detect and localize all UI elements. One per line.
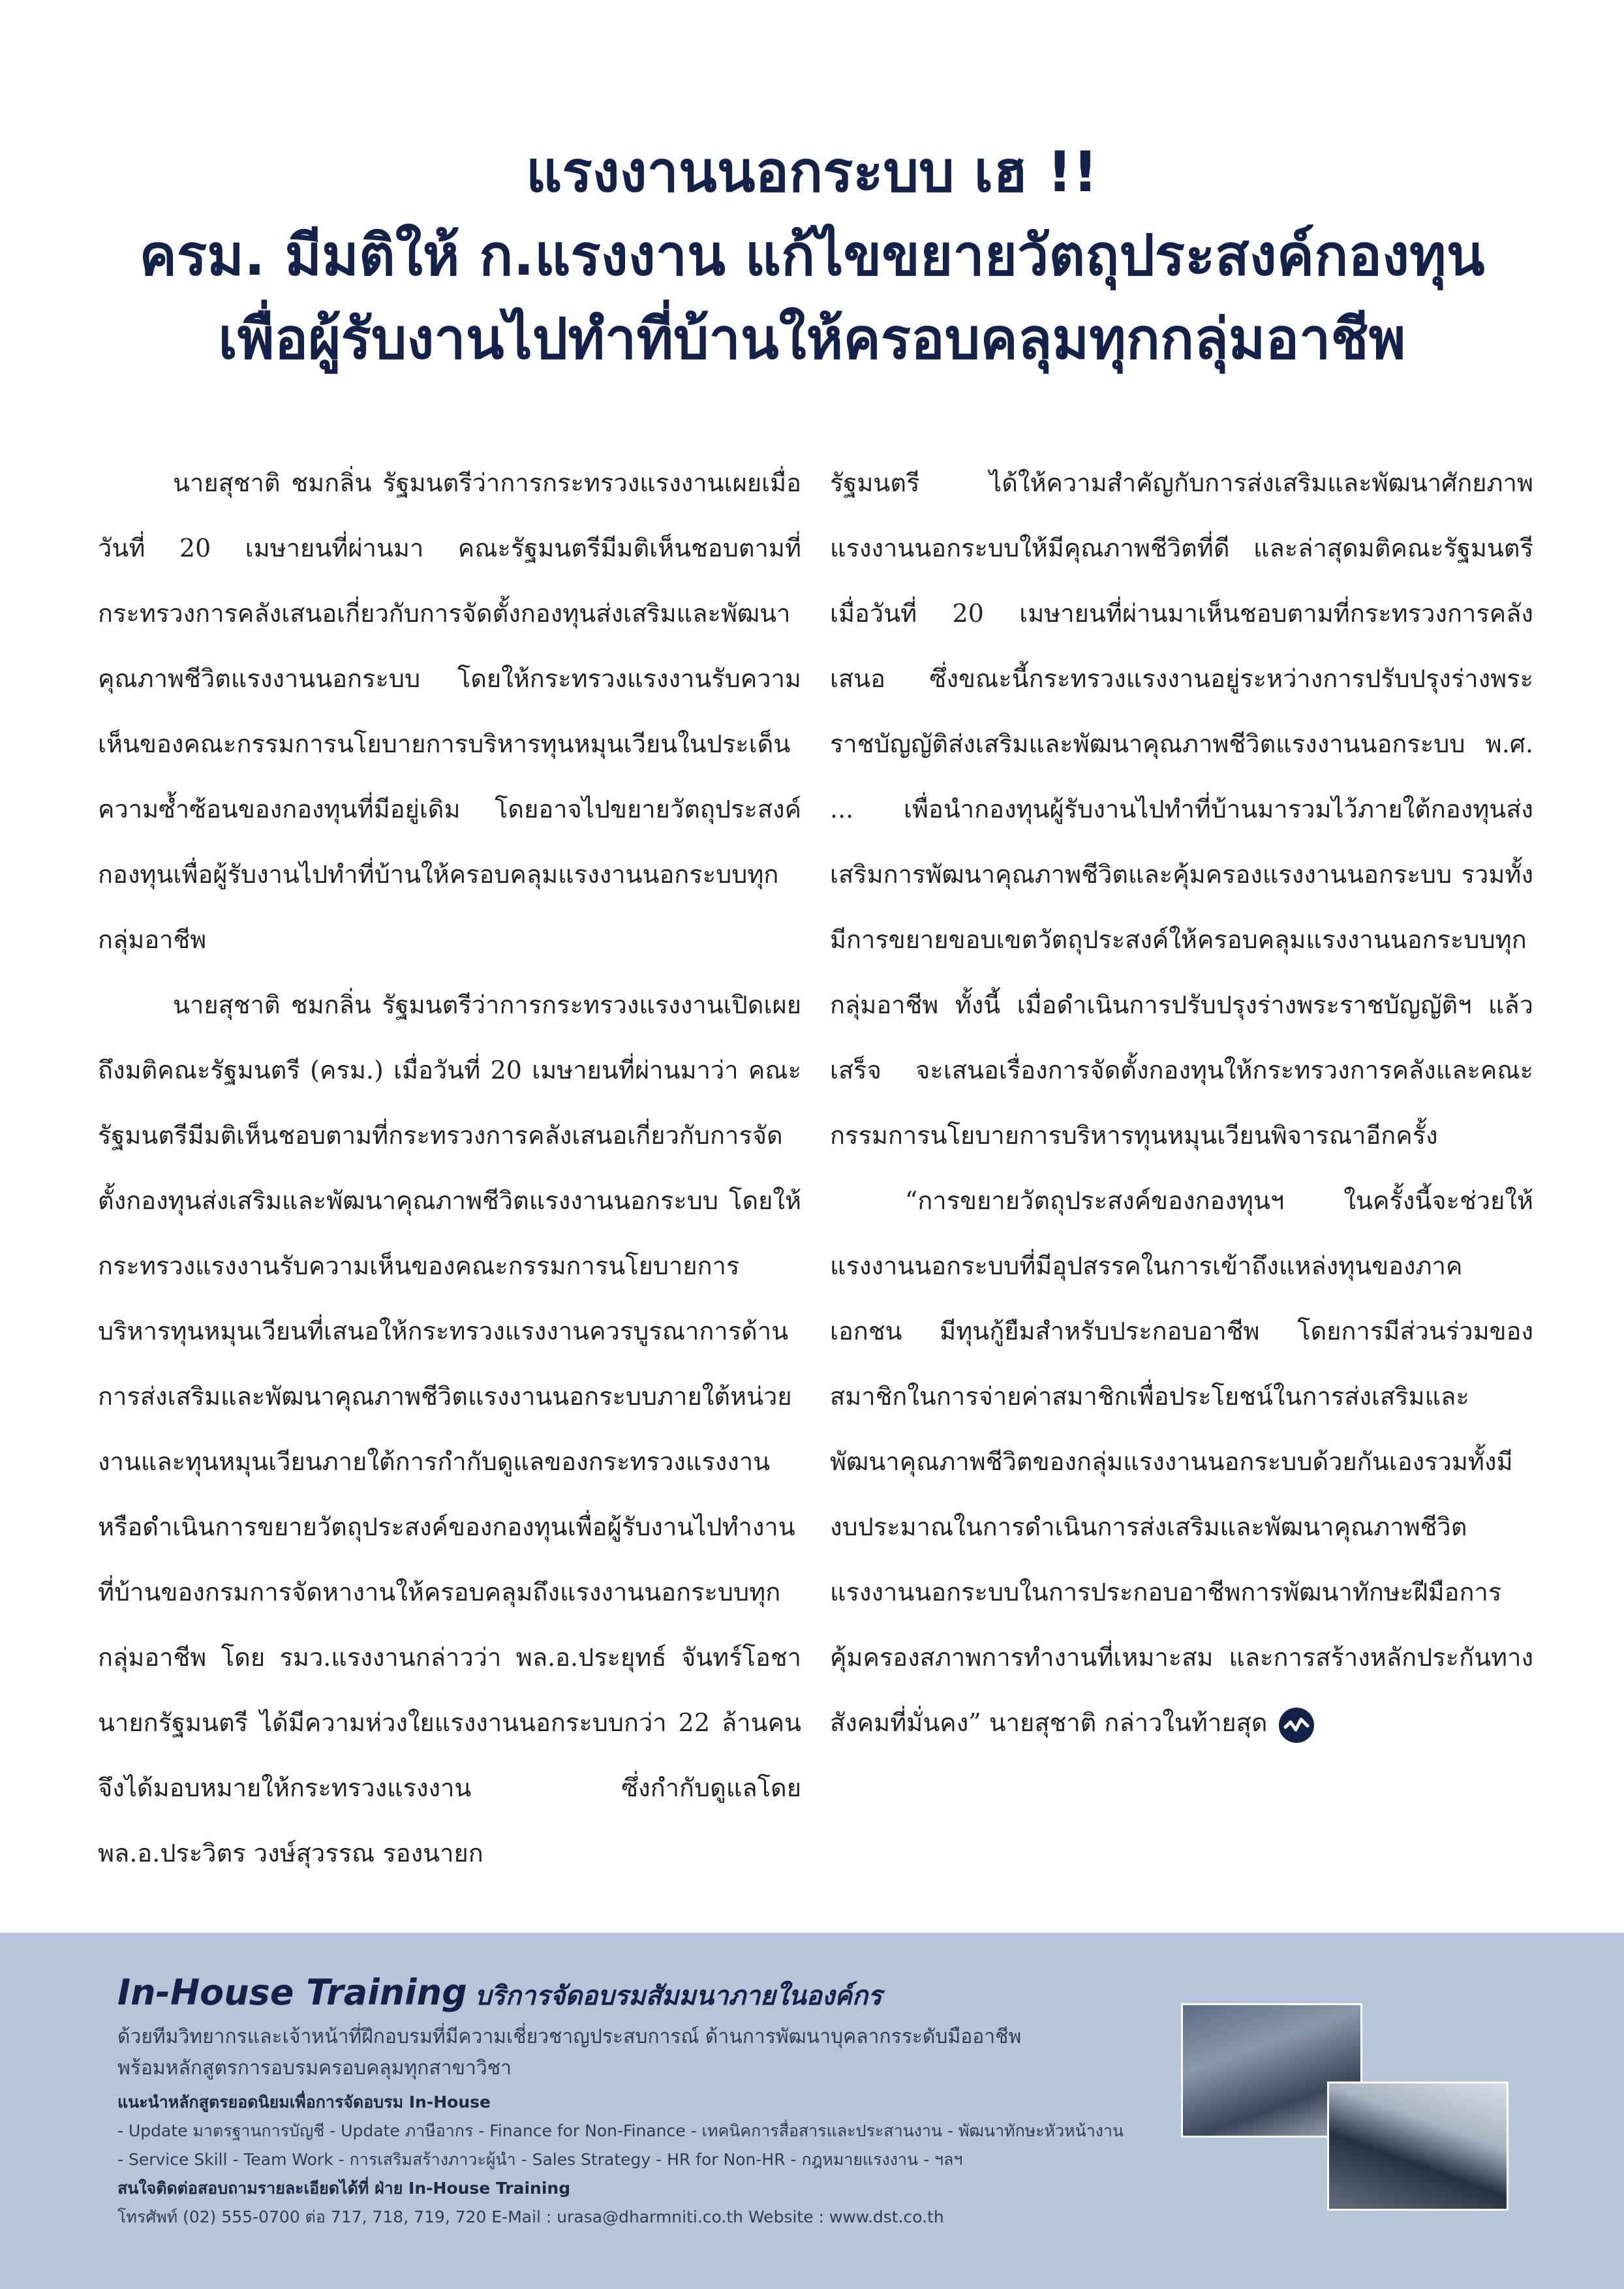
footer-title: [117, 1972, 882, 2016]
footer-desc-2: พร้อมหลักสูตรการอบรมครอบคลุมทุกสาขาวิชา: [117, 2057, 512, 2080]
article-paragraph: นายสุชาติ ชมกลิ่น รัฐมนตรีว่าการกระทรวงแรงงานเปิดเผยถึงมติคณะรัฐมนตรี (ครม.) เมื่อวันที่ 20 เมษายนที่ผ่านมาว่า คณะรัฐมนตรีมีมติเห็นชอบตามที่กระทรวงการคลังเสนอเกี่ยวกับการจัดตั้งกองทุนส่งเสริมและพัฒนาคุณภาพชีวิตแรงงานนอกระบบ โดยให้กระทรวงแรงงานรับความเห็นของคณะกรรมการนโยบายการบริหารทุนหมุนเวียนที่เสนอให้กระทรวงแรงงานควรบูรณาการด้านการส่งเสริมและพัฒนาคุณภาพชีวิตแรงงานนอกระบบภายใต้หน่วยงานและทุนหมุนเวียนภายใต้การกำกับดูแลของกระทรวงแรงงาน หรือดำเนินการขยายวัตถุประสงค์ของกองทุนเพื่อผู้รับงานไปทำงานที่บ้านของกรมการจัดหางานให้ครอบคลุมถึงแรงงานนอกระบบทุกกลุ่มอาชีพ โดย รมว.แรงงานกล่าวว่า พล.อ.ประยุทธ์ จันทร์โอชา นายกรัฐมนตรี ได้มีความห่วงใยแรงงานนอกระบบกว่า 22 ล้านคน จึงได้มอบหมายให้กระทรวงแรงงาน ซึ่งกำกับดูแลโดย พล.อ.ประวิตร วงษ์สุวรรณ รองนายก: [98, 991, 801, 1867]
headline-line-2: ครม. มีมติให้ ก.แรงงาน แก้ไขขยายวัตถุประสงค์กองทุน: [139, 223, 1485, 288]
footer-title-main: In-House Training: [117, 1972, 467, 2013]
footer-courses-2: - Service Skill - Team Work - การเสริมสร้างภาวะผู้นำ - Sales Strategy - HR for Non-HR - กฎหมายแรงงาน - ฯลฯ: [117, 2150, 963, 2169]
article-column-left: [98, 450, 801, 1886]
headline-line-3: เพื่อผู้รับงานไปทำที่บ้านให้ครอบคลุมทุกกลุ่มอาชีพ: [218, 307, 1406, 372]
footer-recommend-heading: แนะนำหลักสูตรยอดนิยมเพื่อการจัดอบรม In-House: [117, 2093, 491, 2112]
footer-contact-heading: สนใจติดต่อสอบถามรายละเอียดได้ที่ ฝ่าย In-House Training: [117, 2179, 571, 2198]
footer-contact: โทรศัพท์ (02) 555-0700 ต่อ 717, 718, 719, 720 E-Mail : urasa@dharmniti.co.th Website : www.dst.co.th: [117, 2207, 944, 2226]
article-paragraph: รัฐมนตรี ได้ให้ความสำคัญกับการส่งเสริมและพัฒนาศักยภาพแรงงานนอกระบบให้มีคุณภาพชีวิตที่ดี และล่าสุดมติคณะรัฐมนตรีเมื่อวันที่ 20 เมษายนที่ผ่านมาเห็นชอบตามที่กระทรวงการคลังเสนอ ซึ่งขณะนี้กระทรวงแรงงานอยู่ระหว่างการปรับปรุงร่างพระราชบัญญัติส่งเสริมและพัฒนาคุณภาพชีวิตแรงงานนอกระบบ พ.ศ. ... เพื่อนำกองทุนผู้รับงานไปทำที่บ้านมารวมไว้ภายใต้กองทุนส่งเสริมการพัฒนาคุณภาพชีวิตและคุ้มครองแรงงานนอกระบบ รวมทั้งมีการขยายขอบเขตวัตถุประสงค์ให้ครอบคลุมแรงงานนอกระบบทุกกลุ่มอาชีพ ทั้งนี้ เมื่อดำเนินการปรับปรุงร่างพระราชบัญญัติฯ แล้วเสร็จ จะเสนอเรื่องการจัดตั้งกองทุนให้กระทรวงการคลังและคณะกรรมการนโยบายการบริหารทุนหมุนเวียนพิจารณาอีกครั้ง: [830, 469, 1533, 1150]
footer-courses-1: - Update มาตรฐานการบัญชี - Update ภาษีอากร - Finance for Non-Finance - เทคนิคการสื่อสารและประสานงาน - พัฒนาทักษะหัวหน้างาน: [117, 2121, 1124, 2140]
footer-banner: [0, 1933, 1624, 2289]
closing-quote-text: “การขยายวัตถุประสงค์ของกองทุนฯ ในครั้งนี้จะช่วยให้แรงงานนอกระบบที่มีอุปสรรคในการเข้าถึงแหล่งทุนของภาคเอกชน มีทุนกู้ยืมสำหรับประกอบอาชีพ โดยการมีส่วนร่วมของสมาชิกในการจ่ายค่าสมาชิกเพื่อประโยชน์ในการส่งเสริมและพัฒนาคุณภาพชีวิตของกลุ่มแรงงานนอกระบบด้วยกันเองรวมทั้งมีงบประมาณในการดำเนินการส่งเสริมและพัฒนาคุณภาพชีวิตแรงงานนอกระบบในการประกอบอาชีพการพัฒนาทักษะฝีมือการคุ้มครองสภาพการทำงานที่เหมาะสม และการสร้างหลักประกันทางสังคมที่มั่นคง” นายสุชาติ กล่าวในท้ายสุด: [830, 1186, 1533, 1737]
article-column-right: [830, 450, 1533, 1755]
article-paragraph: นายสุชาติ ชมกลิ่น รัฐมนตรีว่าการกระทรวงแรงงานเผยเมื่อวันที่ 20 เมษายนที่ผ่านมา คณะรัฐมนตรีมีมติเห็นชอบตามที่กระทรวงการคลังเสนอเกี่ยวกับการจัดตั้งกองทุนส่งเสริมและพัฒนาคุณภาพชีวิตแรงงานนอกระบบ โดยให้กระทรวงแรงงานรับความเห็นของคณะกรรมการนโยบายการบริหารทุนหมุนเวียนในประเด็นความซ้ำซ้อนของกองทุนที่มีอยู่เดิม โดยอาจไปขยายวัตถุประสงค์กองทุนเพื่อผู้รับงานไปทำที่บ้านให้ครอบคลุมแรงงานนอกระบบทุกกลุ่มอาชีพ: [98, 469, 801, 954]
training-photo-2: [1327, 2082, 1509, 2211]
footer-subtitle: บริการจัดอบรมสัมมนาภายในองค์กร: [474, 1981, 882, 2011]
headline-line-1: แรงงานนอกระบบ เฮ !!: [526, 140, 1098, 205]
headline: [78, 131, 1546, 381]
wave-logo-icon: [1279, 1708, 1314, 1743]
footer-desc-1: ด้วยทีมวิทยากรและเจ้าหน้าที่ฝึกอบรมที่มีความเชี่ยวชาญประสบการณ์ ด้านการพัฒนาบุคลากรระดับมืออาชีพ: [117, 2025, 1022, 2048]
article-paragraph: [830, 1168, 1533, 1755]
